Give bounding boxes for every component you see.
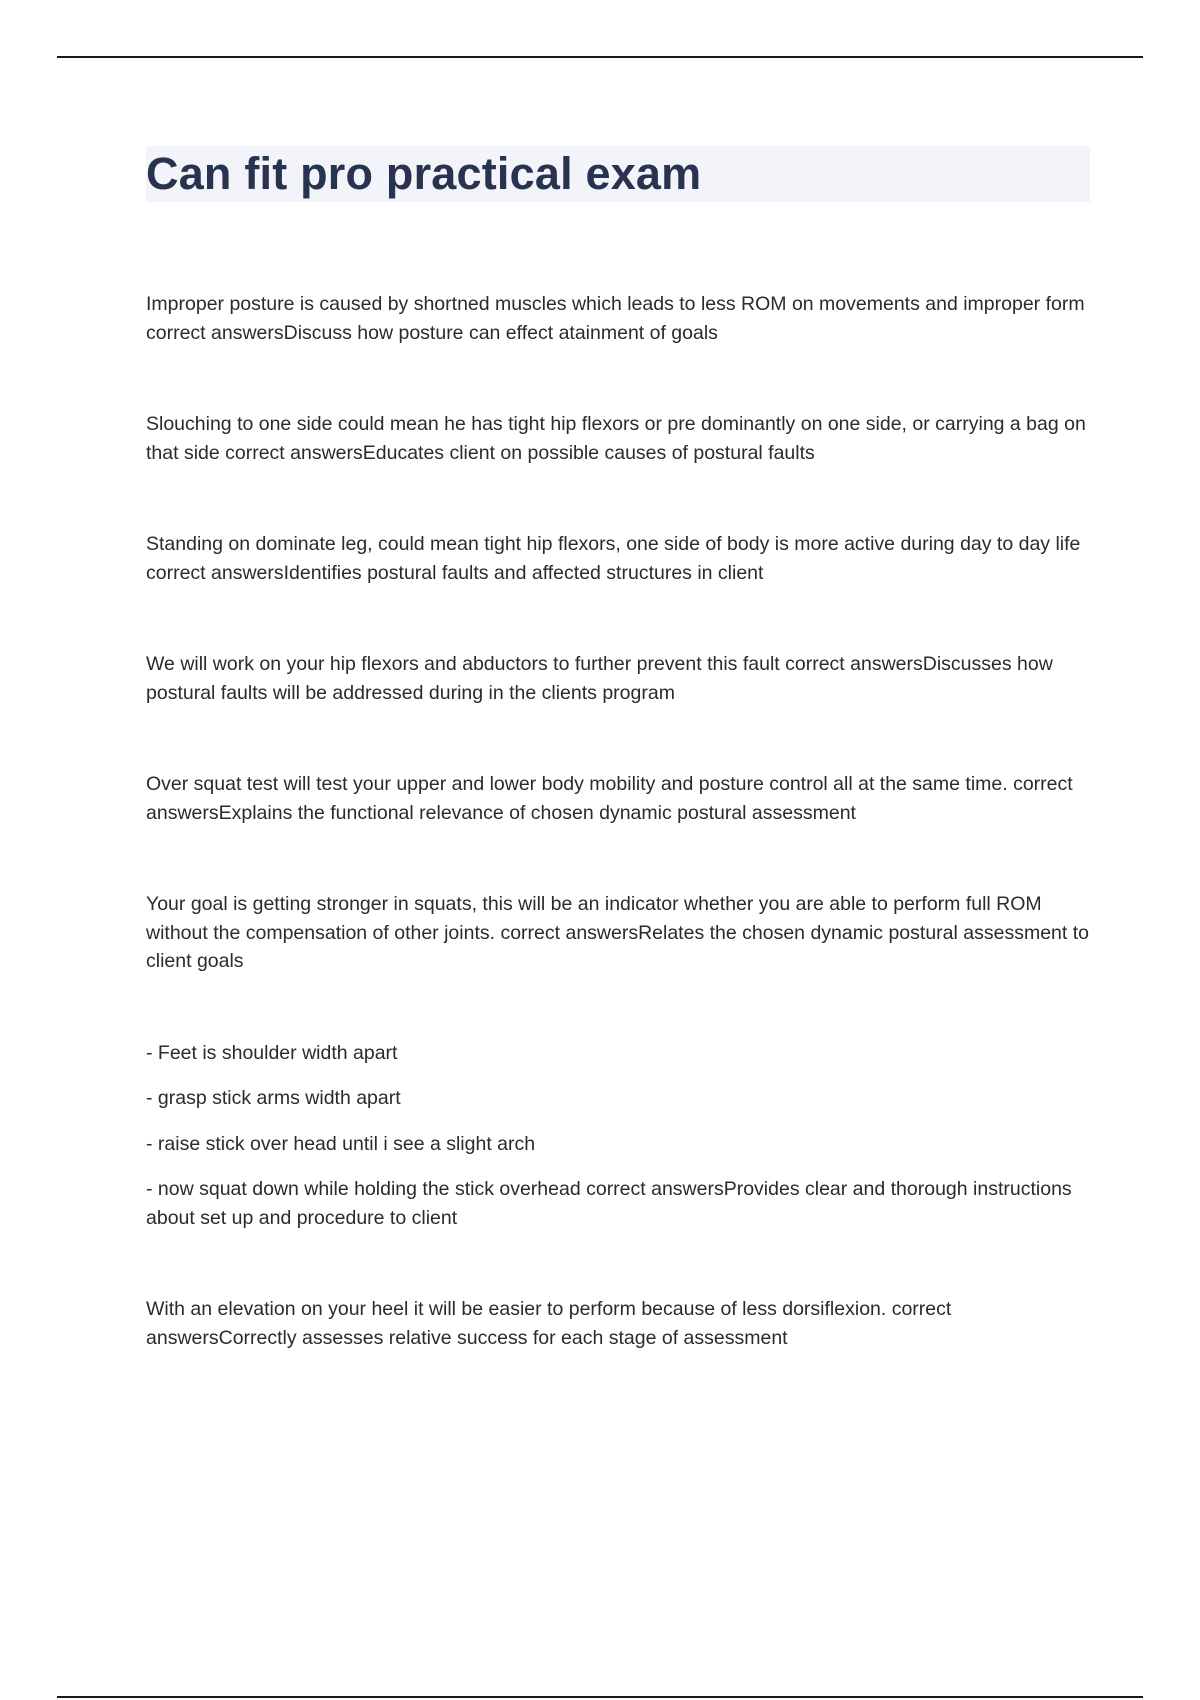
page-title: Can fit pro practical exam: [146, 148, 702, 199]
qa-entry-6: Your goal is getting stronger in squats, this will be an indicator whether you are able to perform full ROM without the compensation of other joints. correct answersRelates the chosen dynamic postural assessment to client goals: [146, 893, 1089, 972]
instruction-step-4: - now squat down while holding the stick overhead correct answersProvides clear and thorough instructions about set up and procedure to client: [146, 1178, 1072, 1229]
top-rule: [57, 56, 1143, 58]
qa-entry-1: Improper posture is caused by shortned muscles which leads to less ROM on movements and improper form correct answersDiscuss how posture can effect atainment of goals: [146, 293, 1085, 344]
qa-entry-4: We will work on your hip flexors and abductors to further prevent this fault correct answersDiscusses how postural faults will be addressed during in the clients program: [146, 653, 1053, 704]
document-body: [146, 146, 1090, 1415]
qa-entry-2: Slouching to one side could mean he has tight hip flexors or pre dominantly on one side, or carrying a bag on that side correct answersEducates client on possible causes of postural faults: [146, 413, 1086, 464]
title-banner: [146, 146, 1090, 202]
qa-list: [146, 290, 1090, 1352]
qa-entry-5: Over squat test will test your upper and lower body mobility and posture control all at the same time. correct answersExplains the functional relevance of chosen dynamic postural assessment: [146, 773, 1073, 824]
instruction-step-2: - grasp stick arms width apart: [146, 1087, 401, 1109]
bottom-rule: [57, 1696, 1143, 1698]
qa-entry-final: With an elevation on your heel it will be easier to perform because of less dorsiflexion. correct answersCorrectly assesses relative success for each stage of assessment: [146, 1298, 952, 1349]
qa-entry-3: Standing on dominate leg, could mean tight hip flexors, one side of body is more active during day to day life correct answersIdentifies postural faults and affected structures in client: [146, 533, 1081, 584]
instruction-step-1: - Feet is shoulder width apart: [146, 1041, 398, 1064]
instruction-step-3: - raise stick over head until i see a slight arch: [146, 1132, 536, 1155]
instruction-steps: [146, 1039, 1090, 1233]
